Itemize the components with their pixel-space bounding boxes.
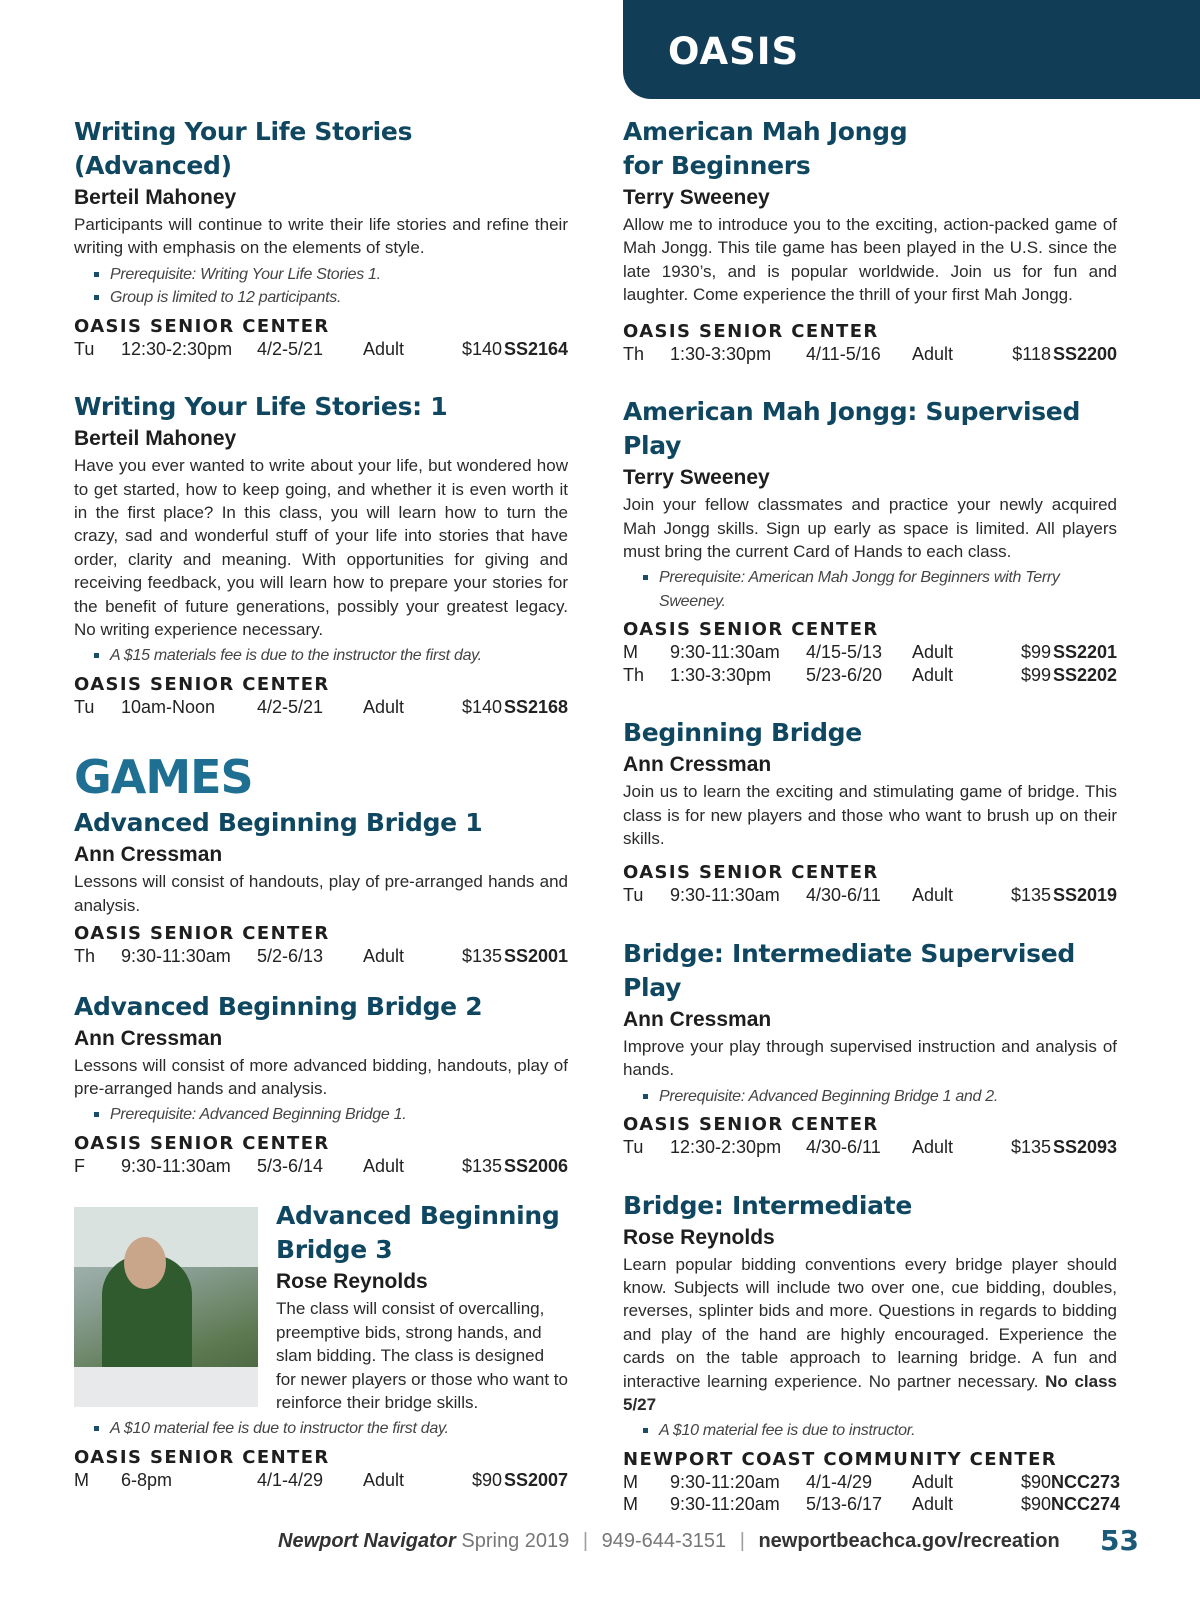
course-location: OASIS SENIOR CENTER <box>74 1446 330 1468</box>
session-time: 9:30-11:30am <box>670 885 780 906</box>
course-note: Prerequisite: American Mah Jongg for Beginners with Terry Sweeney. <box>659 566 1117 613</box>
course-location: OASIS SENIOR CENTER <box>623 862 879 884</box>
section-banner <box>623 0 1200 99</box>
photo-text <box>276 1199 568 1414</box>
course-instructor: Rose Reynolds <box>276 1270 428 1294</box>
course-description-bold: No class 5/27 <box>623 1371 1117 1415</box>
course-notes <box>623 1419 1117 1442</box>
course-title: Bridge: Intermediate Supervised Play <box>623 938 1075 1002</box>
session-age: Adult <box>912 664 954 685</box>
session-time: 9:30-11:30am <box>121 1155 231 1176</box>
session-age: Adult <box>912 642 954 663</box>
session-dates: 5/2-6/13 <box>257 946 324 967</box>
session-dates: 4/15-5/13 <box>806 642 883 663</box>
session-price: $135 <box>461 946 502 967</box>
course-instructor: Ann Cressman <box>623 753 772 777</box>
session-time: 9:30-11:30am <box>670 642 780 663</box>
session-price: $118 <box>1012 343 1051 364</box>
session-age: Adult <box>363 1155 405 1176</box>
course-title: Beginning Bridge <box>623 718 862 748</box>
course-note: A $10 material fee is due to instructor the first day. <box>110 1417 568 1440</box>
session-code: NCC273 <box>1051 1471 1121 1492</box>
session-age: Adult <box>912 1137 954 1158</box>
course-location: OASIS SENIOR CENTER <box>74 923 330 945</box>
session-time: 12:30-2:30pm <box>121 338 233 359</box>
session-time: 9:30-11:20am <box>670 1471 780 1492</box>
banner-title: OASIS <box>668 30 800 73</box>
section-heading-games: GAMES <box>74 750 253 805</box>
course-location: OASIS SENIOR CENTER <box>74 1132 330 1154</box>
session-time: 12:30-2:30pm <box>670 1137 782 1158</box>
course-title: Bridge: Intermediate <box>623 1190 912 1220</box>
session-row <box>74 1155 568 1178</box>
session-code: SS2201 <box>1052 642 1117 663</box>
session-row <box>623 1493 1121 1516</box>
course-instructor: Ann Cressman <box>623 1007 772 1031</box>
session-price: $140 <box>461 696 502 717</box>
course-notes <box>74 263 568 310</box>
course-instructor: Ann Cressman <box>74 843 223 867</box>
course-description: Allow me to introduce you to the exciting, action-packed game of Mah Jongg. This tile game has been played in the U.S. since the late 1930’s, and is popular worldwide. Join us for fun and laughter. Come experience the thrill of your first Mah Jongg. <box>623 215 1117 305</box>
course-bridge-intermediate-supervised <box>623 937 1117 1159</box>
session-time: 9:30-11:30am <box>121 946 231 967</box>
course-note: Prerequisite: Writing Your Life Stories 1. <box>110 263 568 286</box>
session-dates: 4/30-6/11 <box>806 1137 881 1158</box>
course-beginning-bridge <box>623 716 1117 907</box>
session-price: $99 <box>1020 664 1051 685</box>
session-row <box>74 945 568 968</box>
course-title: American Mah Jongg: Supervised Play <box>623 397 1081 461</box>
session-day: M <box>623 1471 638 1492</box>
course-title: Advanced Beginning Bridge 1 <box>74 808 483 838</box>
session-code: SS2093 <box>1052 1137 1117 1158</box>
session-price: $90 <box>471 1469 502 1490</box>
session-dates: 4/11-5/16 <box>806 343 881 364</box>
session-code: SS2168 <box>503 696 568 717</box>
footer-season: Spring 2019 <box>461 1530 570 1552</box>
course-description: The class will consist of overcalling, preemptive bids, strong hands, and slam bidding. The class is designed for newer players or those who want to reinforce their bridge skills. <box>276 1299 568 1412</box>
session-price: $90 <box>1020 1471 1051 1492</box>
session-row <box>623 1471 1121 1494</box>
course-description: Lessons will consist of handouts, play of pre-arranged hands and analysis. <box>74 872 568 915</box>
course-instructor: Berteil Mahoney <box>74 427 237 451</box>
photo-block <box>74 1199 568 1414</box>
course-location: NEWPORT COAST COMMUNITY CENTER <box>623 1448 1058 1470</box>
course-instructor: Ann Cressman <box>74 1026 223 1050</box>
session-row <box>623 343 1117 366</box>
session-dates: 4/1-4/29 <box>257 1469 324 1490</box>
session-dates: 4/1-4/29 <box>806 1471 873 1492</box>
session-dates: 5/23-6/20 <box>806 664 883 685</box>
session-day: Tu <box>623 1137 644 1158</box>
session-time: 6-8pm <box>121 1469 173 1490</box>
session-row <box>74 338 568 361</box>
session-code: SS2200 <box>1052 343 1117 364</box>
course-note: A $10 material fee is due to instructor. <box>659 1419 1117 1442</box>
session-day: Th <box>623 664 645 685</box>
course-adv-bridge-2 <box>74 990 568 1178</box>
footer-url-link[interactable]: newportbeachca.gov/recreation <box>758 1530 1060 1552</box>
session-age: Adult <box>363 1469 405 1490</box>
course-instructor: Berteil Mahoney <box>74 186 237 209</box>
session-dates: 4/2-5/21 <box>257 338 324 359</box>
course-description: Improve your play through supervised instruction and analysis of hands. <box>623 1036 1117 1080</box>
course-adv-bridge-1 <box>74 806 568 967</box>
course-notes <box>623 566 1117 613</box>
session-dates: 4/2-5/21 <box>257 696 324 717</box>
course-description <box>623 1253 1117 1417</box>
course-note: Prerequisite: Advanced Beginning Bridge 1. <box>110 1103 568 1126</box>
footer-phone[interactable]: 949-644-3151 <box>601 1530 727 1552</box>
session-age: Adult <box>912 1494 954 1515</box>
course-location: OASIS SENIOR CENTER <box>74 673 330 695</box>
course-writing-advanced <box>74 115 568 360</box>
session-age: Adult <box>912 885 954 906</box>
course-description: Participants will continue to write their life stories and refine their writing with emphasis on the elements of style. <box>74 215 568 258</box>
course-adv-bridge-3 <box>74 1199 568 1491</box>
session-price: $99 <box>1020 642 1051 663</box>
course-note: A $15 materials fee is due to the instructor the first day. <box>110 644 568 667</box>
photo-table <box>74 1367 258 1407</box>
course-instructor: Terry Sweeney <box>623 466 770 490</box>
course-mahjongg-beginners <box>623 115 1117 365</box>
session-price: $135 <box>461 1155 502 1176</box>
session-day: M <box>623 1494 638 1515</box>
course-description: Have you ever wanted to write about your life, but wondered how to get started, how to keep going, and whether it is even worth it in the first place? In this class, you will learn how to turn the crazy, sad and wonderful stuff of your life into stories that have order, clarity and meaning. With opportunities for giving and receiving feedback, you will learn how to prepare your stories for the benefit of future generations, possibly your greatest legacy. No writing experience necessary. <box>74 456 568 639</box>
course-notes <box>74 1103 568 1126</box>
session-age: Adult <box>912 343 954 364</box>
session-day: Tu <box>74 338 95 359</box>
photo-icon <box>74 1207 258 1407</box>
course-location: OASIS SENIOR CENTER <box>623 1114 879 1136</box>
session-time: 1:30-3:30pm <box>670 343 772 364</box>
course-title: American Mah Jongg for Beginners <box>623 117 908 180</box>
course-description: Join us to learn the exciting and stimulating game of bridge. This class is for new players and those who want to brush up on their skills. <box>623 782 1117 848</box>
course-instructor: Terry Sweeney <box>623 186 770 209</box>
course-title: Writing Your Life Stories (Advanced) <box>74 117 413 180</box>
session-day: M <box>623 642 638 663</box>
session-code: SS2001 <box>503 946 568 967</box>
session-code: SS2006 <box>503 1155 568 1176</box>
session-price: $135 <box>1010 885 1051 906</box>
page-number: 53 <box>1100 1524 1139 1557</box>
course-location: OASIS SENIOR CENTER <box>623 619 879 641</box>
footer-separator: | <box>739 1530 745 1552</box>
session-code: SS2164 <box>503 338 568 359</box>
left-column <box>74 115 568 1521</box>
session-price: $135 <box>1010 1137 1051 1158</box>
session-row <box>623 664 1117 687</box>
course-description: Lessons will consist of more advanced bidding, handouts, play of pre-arranged hands and analysis. <box>74 1055 568 1098</box>
session-time: 1:30-3:30pm <box>670 664 772 685</box>
session-row <box>623 641 1117 664</box>
footer-separator: | <box>582 1530 589 1552</box>
session-row <box>74 696 568 719</box>
course-description: Join your fellow classmates and practice your newly acquired Mah Jongg skills. Sign up early as space is limited. All players must bring the current Card of Hands to each class. <box>623 495 1117 561</box>
course-writing-1 <box>74 390 568 718</box>
footer-publication: Newport Navigator <box>278 1530 456 1552</box>
session-day: Tu <box>74 696 95 717</box>
session-time: 10am-Noon <box>121 696 216 717</box>
session-dates: 5/3-6/14 <box>257 1155 324 1176</box>
session-row <box>623 884 1117 907</box>
session-code: SS2202 <box>1052 664 1117 685</box>
course-title: Writing Your Life Stories: 1 <box>74 392 448 422</box>
course-title: Advanced Beginning Bridge 2 <box>74 991 483 1021</box>
session-age: Adult <box>912 1471 954 1492</box>
course-title: Advanced Beginning Bridge 3 <box>276 1201 560 1265</box>
session-row <box>623 1136 1117 1159</box>
session-age: Adult <box>363 946 405 967</box>
session-time: 9:30-11:20am <box>670 1494 780 1515</box>
course-location: OASIS SENIOR CENTER <box>74 315 330 337</box>
course-notes <box>74 1417 568 1440</box>
page-footer <box>278 1530 1138 1553</box>
session-day: F <box>74 1155 85 1176</box>
course-notes <box>74 644 568 667</box>
course-instructor: Rose Reynolds <box>623 1225 775 1249</box>
session-dates: 5/13-6/17 <box>806 1494 883 1515</box>
course-bridge-intermediate <box>623 1189 1121 1516</box>
session-day: M <box>74 1469 89 1490</box>
session-day: Tu <box>623 885 644 906</box>
course-mahjongg-supervised <box>623 395 1117 686</box>
session-age: Adult <box>363 696 405 717</box>
photo-head <box>124 1237 166 1289</box>
session-code: NCC274 <box>1051 1494 1121 1515</box>
session-price: $90 <box>1020 1494 1051 1515</box>
session-code: SS2007 <box>503 1469 568 1490</box>
course-description-text: Learn popular bidding conventions every bridge player should know. Subjects will include two over one, cue bidding, doubles, reverses, splinter bids and more. Questions in regards to bidding and play of the hand are highly encouraged. Experience the cards on the table approach to learning bridge. A fun and interactive learning experience. No partner necessary. <box>623 1254 1117 1391</box>
course-location: OASIS SENIOR CENTER <box>623 320 879 342</box>
session-day: Th <box>74 946 96 967</box>
session-price: $140 <box>461 338 502 359</box>
right-column <box>623 115 1121 1546</box>
course-note: Group is limited to 12 participants. <box>110 286 568 309</box>
session-age: Adult <box>363 338 405 359</box>
session-row <box>74 1469 568 1492</box>
session-dates: 4/30-6/11 <box>806 885 881 906</box>
course-notes <box>623 1085 1117 1108</box>
session-day: Th <box>623 343 645 364</box>
course-note: Prerequisite: Advanced Beginning Bridge 1 and 2. <box>659 1085 1117 1108</box>
session-code: SS2019 <box>1052 885 1117 906</box>
